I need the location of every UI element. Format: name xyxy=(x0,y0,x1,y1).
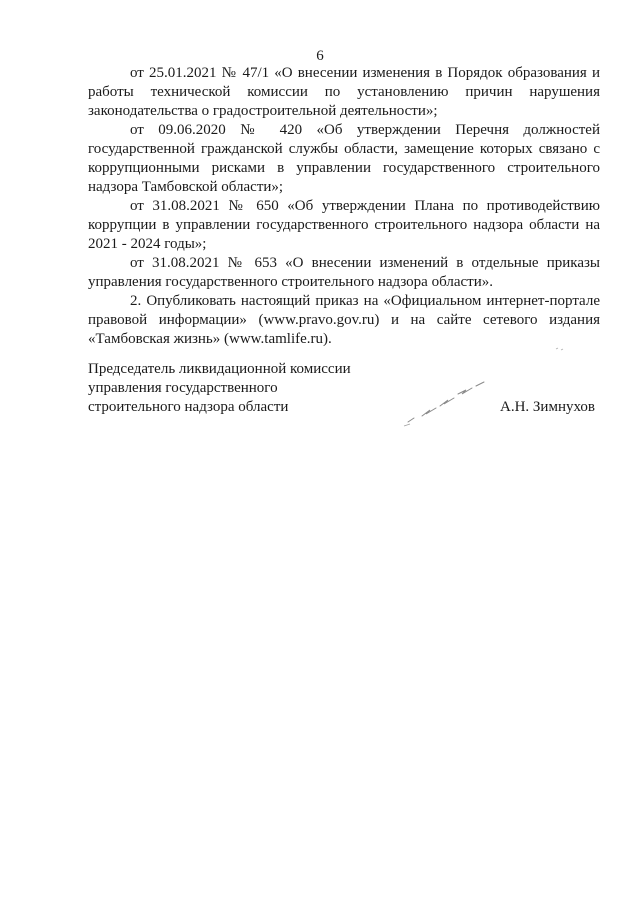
handwritten-signature-icon xyxy=(400,380,496,430)
signatory-position-line-1: Председатель ликвидационной комиссии xyxy=(88,361,351,377)
paragraph-order-650: от 31.08.2021 № 650 «Об утверждении Плана по противодействию коррупции в управлении государственного строительного надзора области на 2021 - 2024 годы»; xyxy=(88,198,600,252)
paragraph-order-47-1: от 25.01.2021 № 47/1 «О внесении изменения в Порядок образования и работы технической комиссии по установлению причин нарушения законодательства о градостроительной деятельности»; xyxy=(88,65,600,119)
paragraph-publish-clause: 2. Опубликовать настоящий приказ на «Официальном интернет-портале правовой информации» (www.pravo.gov.ru) и на сайте сетевого издания «Тамбовская жизнь» (www.tamlife.ru). xyxy=(88,293,600,347)
signatory-position xyxy=(88,360,408,417)
signatory-position-line-3: строительного надзора области xyxy=(88,399,289,415)
signatory-name: А.Н. Зимнухов xyxy=(500,399,595,415)
document-body xyxy=(88,64,600,349)
paragraph-order-653: от 31.08.2021 № 653 «О внесении изменений в отдельные приказы управления государственного строительного надзора области». xyxy=(88,255,600,290)
page-number: 6 xyxy=(316,48,324,64)
scan-speck-icon xyxy=(555,346,565,352)
paragraph-order-420: от 09.06.2020 № 420 «Об утверждении Перечня должностей государственной гражданской службы области, замещение которых связано с коррупционными рисками в управлении государственного строительного надзора Тамбовской области»; xyxy=(88,122,600,195)
signatory-position-line-2: управления государственного xyxy=(88,380,278,396)
